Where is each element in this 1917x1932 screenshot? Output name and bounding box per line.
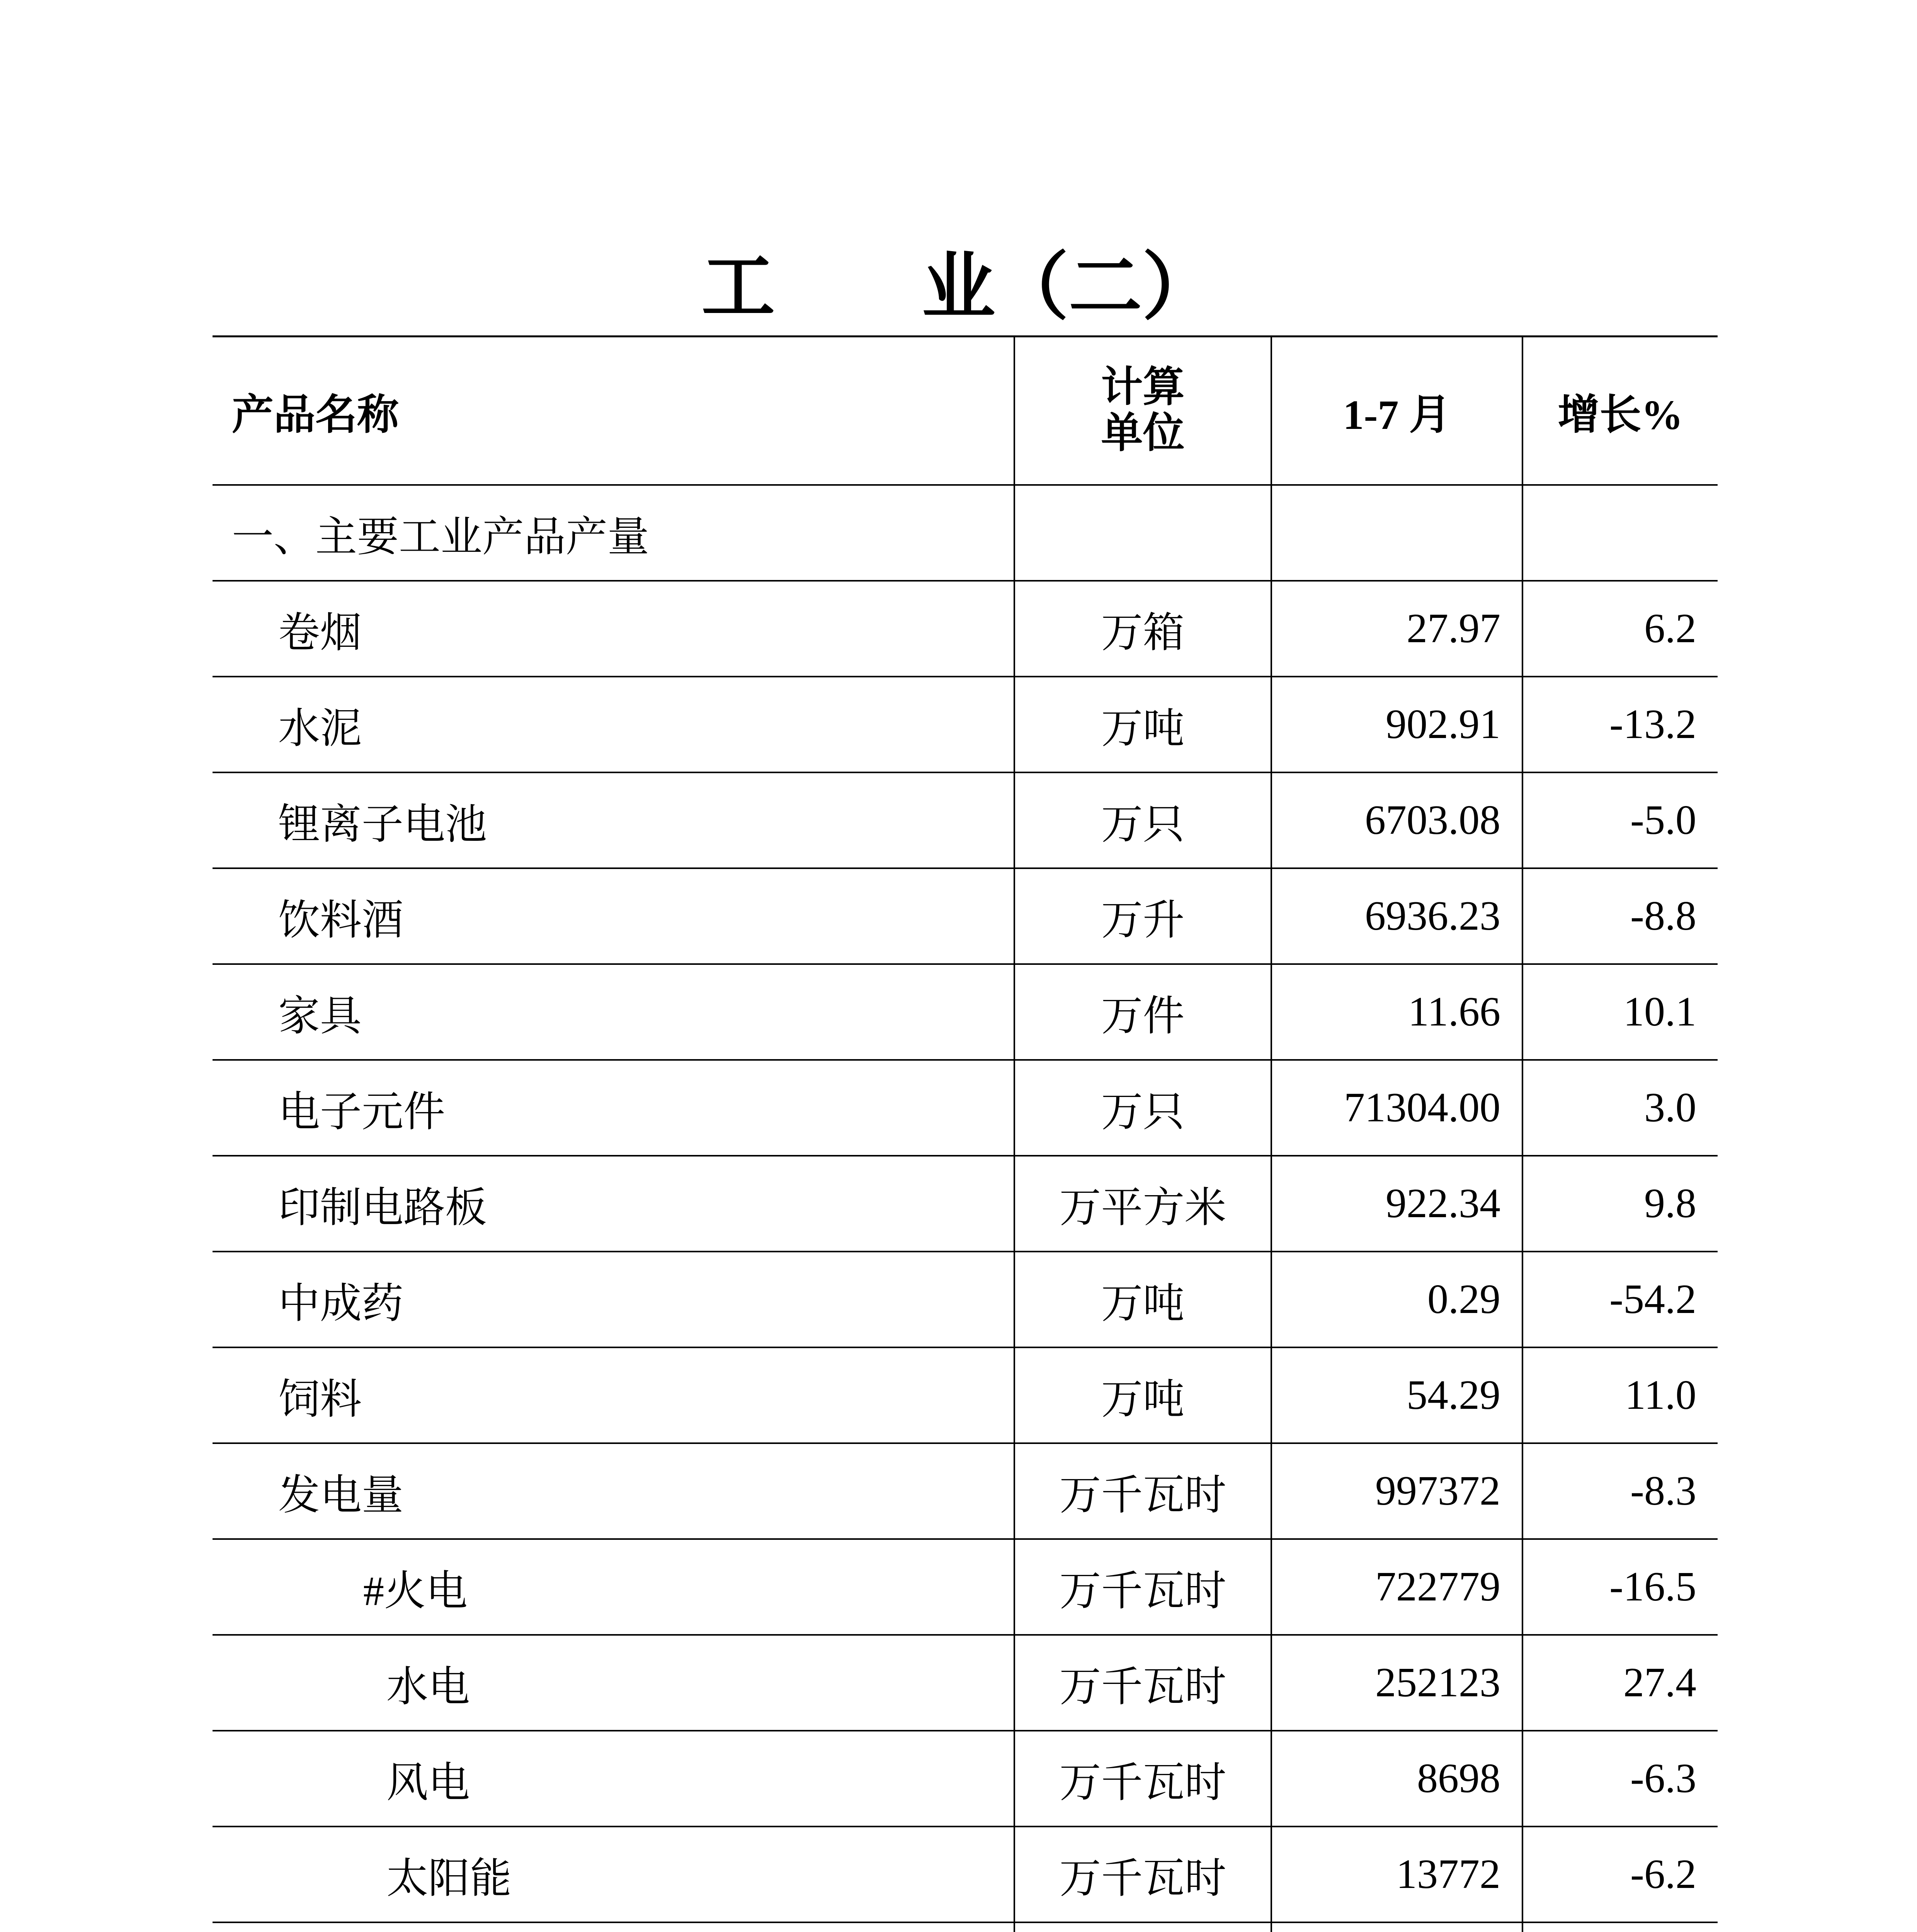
table-row xyxy=(213,581,1718,677)
table-header-row xyxy=(213,337,1718,485)
product-name: 电子元件 xyxy=(213,1060,1014,1156)
product-value: 0.29 xyxy=(1271,1252,1522,1347)
product-value: 997372 xyxy=(1271,1443,1522,1539)
page-title-part1: 工 xyxy=(701,243,775,330)
product-growth: 9.8 xyxy=(1522,1156,1718,1252)
column-header-period: 1-7 月 xyxy=(1271,337,1522,485)
table-row xyxy=(213,868,1718,964)
product-name: 家具 xyxy=(213,964,1014,1060)
section2-empty-unit xyxy=(1014,1922,1271,1932)
product-name: 太阳能 xyxy=(213,1827,1014,1922)
industry-table xyxy=(213,335,1718,1932)
table-row xyxy=(213,964,1718,1060)
product-name: 印制电路板 xyxy=(213,1156,1014,1252)
product-value: 54.29 xyxy=(1271,1347,1522,1443)
table-row xyxy=(213,1635,1718,1731)
product-value: 6936.23 xyxy=(1271,868,1522,964)
product-unit: 万箱 xyxy=(1014,581,1271,677)
section2-label xyxy=(213,1922,1014,1932)
table-row xyxy=(213,677,1718,772)
table-row xyxy=(213,1827,1718,1922)
product-name: 饲料 xyxy=(213,1347,1014,1443)
column-header-unit-line1: 计算 xyxy=(1101,364,1185,411)
product-unit: 万平方米 xyxy=(1014,1156,1271,1252)
product-value: 252123 xyxy=(1271,1635,1522,1731)
product-value: 902.91 xyxy=(1271,677,1522,772)
product-value: 922.34 xyxy=(1271,1156,1522,1252)
product-name: #火电 xyxy=(213,1539,1014,1635)
product-name: 饮料酒 xyxy=(213,868,1014,964)
product-name: 中成药 xyxy=(213,1252,1014,1347)
product-growth: -6.2 xyxy=(1522,1827,1718,1922)
section2-row xyxy=(213,1922,1718,1932)
table-row xyxy=(213,1539,1718,1635)
product-value: 722779 xyxy=(1271,1539,1522,1635)
product-value: 71304.00 xyxy=(1271,1060,1522,1156)
table-row xyxy=(213,1731,1718,1827)
column-header-growth: 增长% xyxy=(1522,337,1718,485)
product-name: 卷烟 xyxy=(213,581,1014,677)
product-unit: 万千瓦时 xyxy=(1014,1443,1271,1539)
column-header-unit-line2: 单位 xyxy=(1101,410,1185,456)
table-row xyxy=(213,1060,1718,1156)
product-unit: 万吨 xyxy=(1014,1252,1271,1347)
product-name: 发电量 xyxy=(213,1443,1014,1539)
product-unit: 万千瓦时 xyxy=(1014,1539,1271,1635)
product-growth: -8.8 xyxy=(1522,868,1718,964)
product-name: 风电 xyxy=(213,1731,1014,1827)
product-growth: -16.5 xyxy=(1522,1539,1718,1635)
section2-period xyxy=(1271,1922,1522,1932)
product-unit: 万件 xyxy=(1014,964,1271,1060)
table-row xyxy=(213,1443,1718,1539)
product-unit: 万千瓦时 xyxy=(1014,1827,1271,1922)
product-unit: 万只 xyxy=(1014,772,1271,868)
section1-row xyxy=(213,485,1718,581)
product-value: 8698 xyxy=(1271,1731,1522,1827)
product-value: 11.66 xyxy=(1271,964,1522,1060)
table-row xyxy=(213,1156,1718,1252)
product-unit: 万只 xyxy=(1014,1060,1271,1156)
product-unit: 万吨 xyxy=(1014,1347,1271,1443)
product-unit: 万千瓦时 xyxy=(1014,1731,1271,1827)
product-unit: 万千瓦时 xyxy=(1014,1635,1271,1731)
product-growth: -13.2 xyxy=(1522,677,1718,772)
page-title xyxy=(0,230,1917,331)
table-row xyxy=(213,1252,1718,1347)
product-name: 水泥 xyxy=(213,677,1014,772)
table-row xyxy=(213,1347,1718,1443)
product-growth: 6.2 xyxy=(1522,581,1718,677)
section1-label: 一、主要工业产品产量 xyxy=(213,485,1014,581)
product-name: 锂离子电池 xyxy=(213,772,1014,868)
product-growth: 27.4 xyxy=(1522,1635,1718,1731)
product-growth: -6.3 xyxy=(1522,1731,1718,1827)
product-value: 27.97 xyxy=(1271,581,1522,677)
section1-empty-value xyxy=(1271,485,1522,581)
page-title-part2: 业（二） xyxy=(922,243,1216,330)
section1-empty-growth xyxy=(1522,485,1718,581)
column-header-name: 产品名称 xyxy=(213,337,1014,485)
product-unit: 万升 xyxy=(1014,868,1271,964)
product-growth: 3.0 xyxy=(1522,1060,1718,1156)
product-unit: 万吨 xyxy=(1014,677,1271,772)
product-value: 13772 xyxy=(1271,1827,1522,1922)
column-header-unit xyxy=(1014,337,1271,485)
product-growth: -8.3 xyxy=(1522,1443,1718,1539)
product-value: 6703.08 xyxy=(1271,772,1522,868)
product-growth: -54.2 xyxy=(1522,1252,1718,1347)
product-name: 水电 xyxy=(213,1635,1014,1731)
product-growth: 11.0 xyxy=(1522,1347,1718,1443)
section1-empty-unit xyxy=(1014,485,1271,581)
section2-growth-header xyxy=(1522,1922,1718,1932)
product-growth: 10.1 xyxy=(1522,964,1718,1060)
table-row xyxy=(213,772,1718,868)
product-growth: -5.0 xyxy=(1522,772,1718,868)
